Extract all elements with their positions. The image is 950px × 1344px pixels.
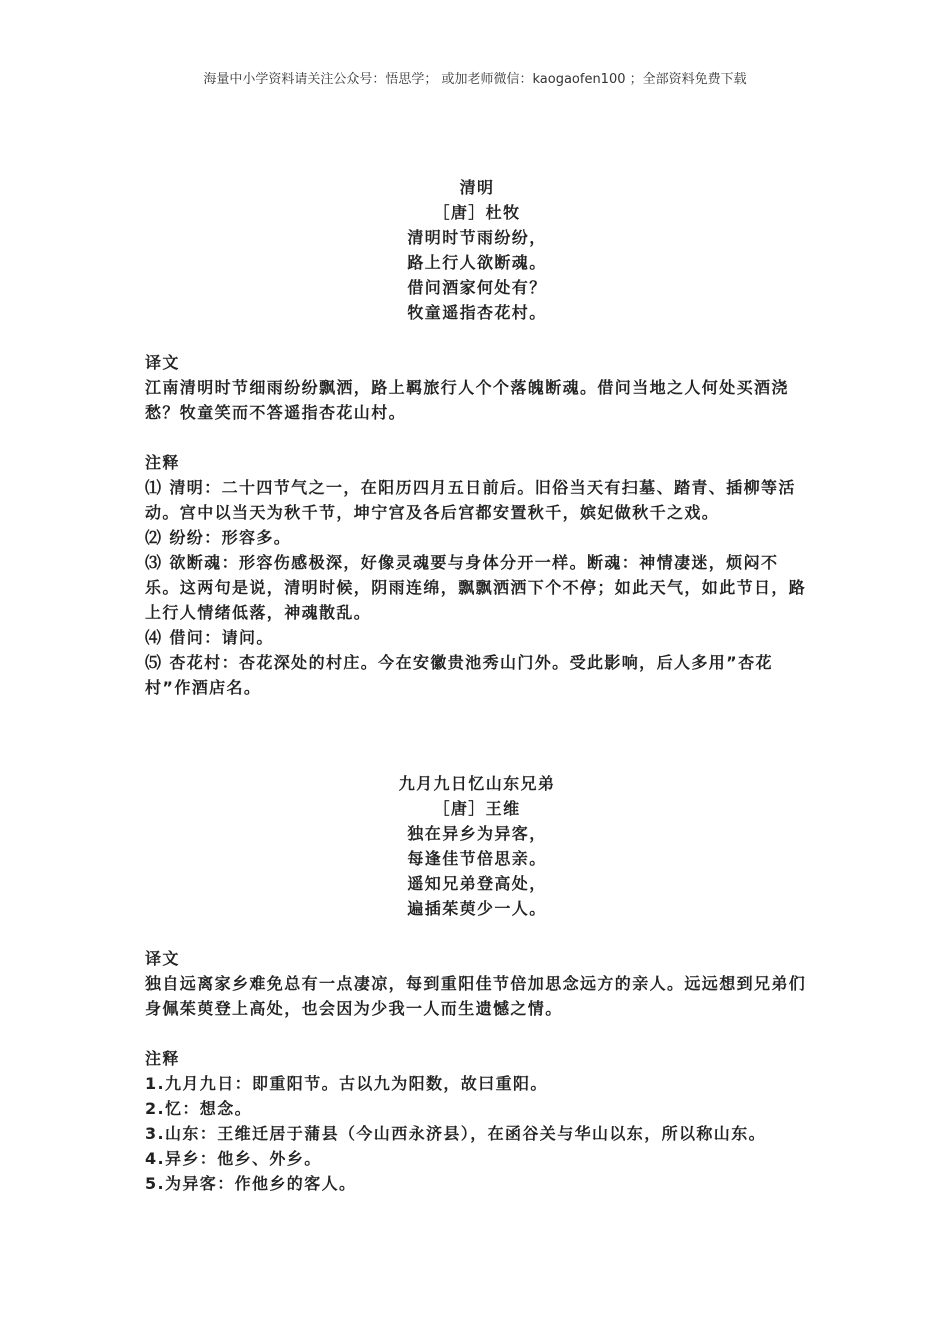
note-item: 3.山东：王维迁居于蒲县（今山西永济县），在函谷关与华山以东，所以称山东。 (145, 1124, 767, 1143)
poem-line: 借问酒家何处有？ (407, 278, 547, 297)
poem-line: 每逢佳节倍思亲。 (407, 849, 547, 868)
translation-text: 独自远离家乡难免总有一点凄凉，每到重阳佳节倍加思念远方的亲人。远远想到兄弟们身佩茱萸登上高处，也会因为少我一人而生遗憾之情。 (145, 974, 807, 1018)
poem-title: 九月九日忆山东兄弟 (398, 774, 556, 793)
note-item: ⑵ 纷纷：形容多。 (145, 528, 292, 547)
poem-line: 清明时节雨纷纷， (407, 228, 547, 247)
notes-heading: 注释 (145, 1049, 180, 1068)
poem-line: 遥知兄弟登高处， (407, 874, 547, 893)
note-item: ⑶ 欲断魂：形容伤感极深，好像灵魂要与身体分开一样。断魂：神情凄迷，烦闷不乐。这两句是说，清明时候，阴雨连绵，飘飘洒洒下个不停；如此天气，如此节日，路上行人情绪低落，神魂散乱。 (145, 553, 807, 622)
poem-section-qingming (145, 175, 809, 700)
note-item: 4.异乡：他乡、外乡。 (145, 1149, 322, 1168)
notes-block (145, 1046, 809, 1196)
notes-block (145, 450, 809, 700)
notes-heading: 注释 (145, 453, 180, 472)
translation-heading: 译文 (145, 353, 180, 372)
note-item: 5.为异客：作他乡的客人。 (145, 1174, 357, 1193)
translation-block (145, 946, 809, 1021)
note-item: ⑴ 清明：二十四节气之一，在阳历四月五日前后。旧俗当天有扫墓、踏青、插柳等活动。宫中以当天为秋千节，坤宁宫及各后宫都安置秋千，嫔妃做秋千之戏。 (145, 478, 796, 522)
note-item: ⑸ 杏花村：杏花深处的村庄。今在安徽贵池秀山门外。受此影响，后人多用”杏花村”作酒店名。 (145, 653, 773, 697)
note-item: 2.忆：想念。 (145, 1099, 253, 1118)
note-item: 1.九月九日：即重阳节。古以九为阳数，故曰重阳。 (145, 1074, 548, 1093)
poem-title: 清明 (459, 178, 495, 197)
poem-line: 路上行人欲断魂。 (407, 253, 547, 272)
page-header-notice: 海量中小学资料请关注公众号：悟思学； 或加老师微信：kaogaofen100 ；全部资料免费下载 (203, 72, 747, 87)
translation-heading: 译文 (145, 949, 180, 968)
translation-block (145, 350, 809, 425)
poem-line: 遍插茱萸少一人。 (407, 899, 547, 918)
poem-author: ［唐］王维 (433, 799, 521, 818)
poem-section-jiuyuejiuri (145, 771, 809, 1196)
translation-text: 江南清明时节细雨纷纷飘洒，路上羁旅行人个个落魄断魂。借问当地之人何处买酒浇愁？牧童笑而不答遥指杏花山村。 (145, 378, 789, 422)
poem-author: ［唐］杜牧 (433, 203, 521, 222)
note-item: ⑷ 借问：请问。 (145, 628, 274, 647)
poem-line: 牧童遥指杏花村。 (407, 303, 547, 322)
poem-line: 独在异乡为异客， (407, 824, 547, 843)
